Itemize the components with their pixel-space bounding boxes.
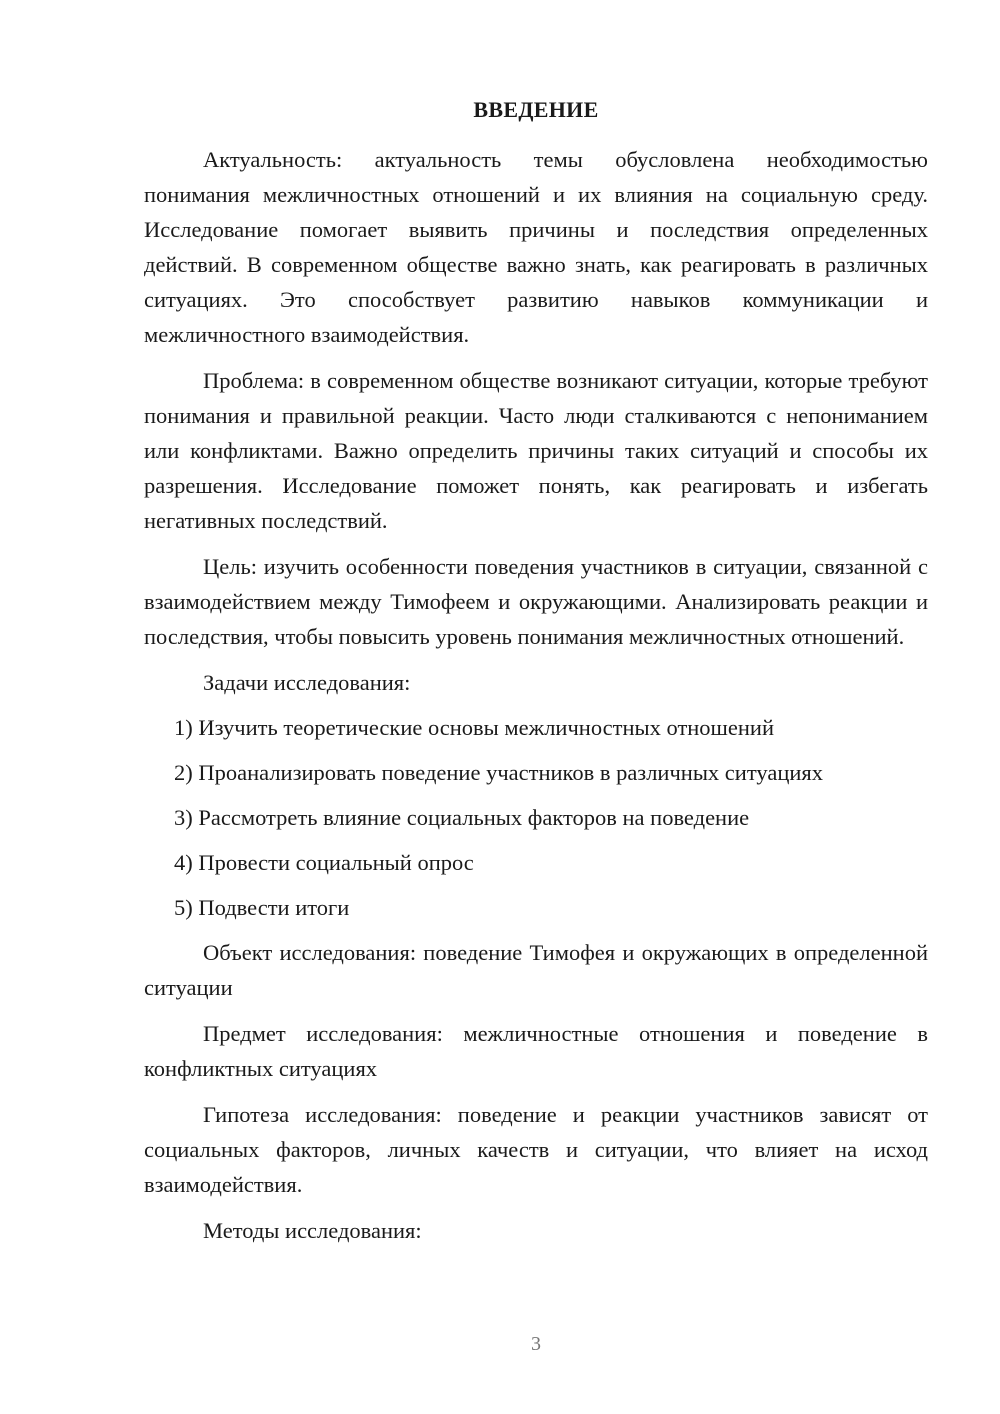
task-item: 1) Изучить теоретические основы межличностных отношений bbox=[174, 715, 774, 740]
paragraph-subject: Предмет исследования: межличностные отношения и поведение в конфликтных ситуациях bbox=[144, 1021, 928, 1081]
page-number: 3 bbox=[531, 1333, 541, 1355]
paragraph-hypothesis: Гипотеза исследования: поведение и реакции участников зависят от социальных факторов, личных качеств и ситуации, что влияет на исход взаимодействия. bbox=[144, 1102, 928, 1197]
task-item: 4) Провести социальный опрос bbox=[174, 850, 474, 875]
document-body bbox=[144, 142, 928, 1259]
paragraph-relevance: Актуальность: актуальность темы обусловлена необходимостью понимания межличностных отношений и их влияния на социальную среду. Исследование помогает выявить причины и последствия определенных действий. В современном обществе важно знать, как реагировать в различных ситуациях. Это способствует развитию навыков коммуникации и межличностного взаимодействия. bbox=[144, 147, 928, 347]
task-item: 3) Рассмотреть влияние социальных факторов на поведение bbox=[174, 805, 750, 830]
task-item: 5) Подвести итоги bbox=[174, 895, 350, 920]
paragraph-problem: Проблема: в современном обществе возникают ситуации, которые требуют понимания и правильной реакции. Часто люди сталкиваются с непониманием или конфликтами. Важно определить причины таких ситуаций и способы их разрешения. Исследование поможет понять, как реагировать и избегать негативных последствий. bbox=[144, 368, 928, 533]
task-item: 2) Проанализировать поведение участников в различных ситуациях bbox=[174, 760, 823, 785]
page-title: ВВЕДЕНИЕ bbox=[473, 97, 599, 122]
tasks-heading: Задачи исследования: bbox=[203, 670, 411, 695]
paragraph-object: Объект исследования: поведение Тимофея и окружающих в определенной ситуации bbox=[144, 940, 928, 1000]
paragraph-methods: Методы исследования: bbox=[203, 1218, 422, 1243]
paragraph-goal: Цель: изучить особенности поведения участников в ситуации, связанной с взаимодействием между Тимофеем и окружающими. Анализировать реакции и последствия, чтобы повысить уровень понимания межличностных отношений. bbox=[144, 554, 928, 649]
